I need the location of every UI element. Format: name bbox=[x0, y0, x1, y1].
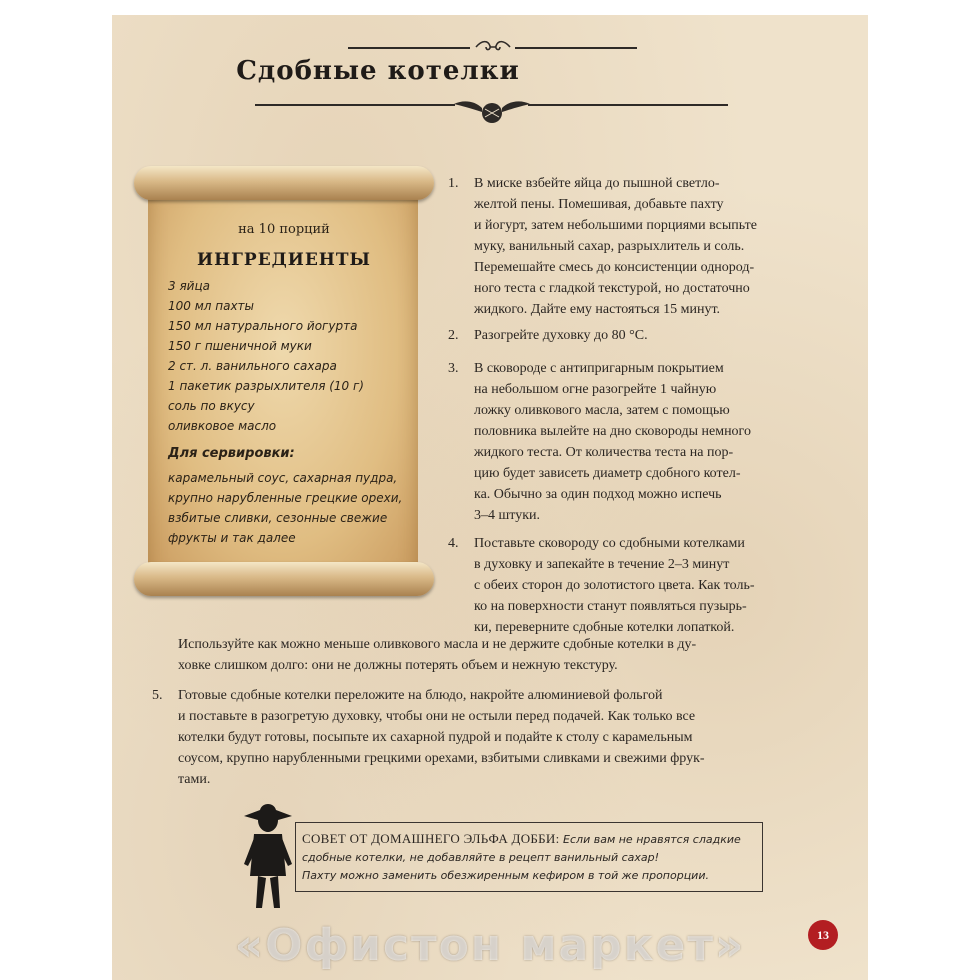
ingredient-item: 2 ст. л. ванильного сахара bbox=[168, 359, 337, 373]
step-line: котелки будут готовы, посыпьте их сахарной пудрой и подайте к столу с карамельным bbox=[178, 730, 693, 745]
scroll-top-roll bbox=[134, 166, 434, 200]
step-line: В миске взбейте яйца до пышной светло- bbox=[474, 176, 720, 191]
step-line: в духовку и запекайте в течение 2–3 минут bbox=[474, 557, 730, 572]
scroll-bottom-roll bbox=[134, 562, 434, 596]
watermark: «Офистон маркет» bbox=[234, 920, 746, 971]
step-text bbox=[474, 325, 648, 346]
top-rule-left bbox=[348, 47, 470, 49]
tip-label: СОВЕТ ОТ ДОМАШНЕГО ЭЛЬФА ДОББИ: bbox=[302, 831, 560, 846]
tip-line-3: Пахту можно заменить обезжиренным кефиром в той же пропорции. bbox=[302, 869, 709, 882]
title-rule-right bbox=[528, 104, 728, 106]
serving-heading: Для сервировки: bbox=[168, 446, 295, 461]
step-line: ховке слишком долго: они не должны потерять объем и нежную текстуру. bbox=[178, 658, 618, 673]
ingredient-item: 150 мл натурального йогурта bbox=[168, 319, 358, 333]
step-number: 2. bbox=[448, 328, 459, 343]
step-line: на небольшом огне разогрейте 1 чайную bbox=[474, 382, 717, 397]
step-number: 3. bbox=[448, 361, 459, 376]
step-line: соусом, крупно нарубленными грецкими орехами, взбитыми сливками и свежими фрук- bbox=[178, 751, 705, 766]
step-line: ко на поверхности станут появляться пузырь- bbox=[474, 599, 747, 614]
step-text bbox=[474, 173, 757, 320]
step-line: Используйте как можно меньше оливкового масла и не держите сдобные котелки в ду- bbox=[178, 637, 697, 652]
step-line: Поставьте сковороду со сдобными котелками bbox=[474, 536, 745, 551]
step-line: тами. bbox=[178, 772, 211, 787]
ingredient-item: 100 мл пахты bbox=[168, 299, 255, 313]
step-line: ка. Обычно за один подход можно испечь bbox=[474, 487, 722, 502]
portions-label: на 10 порций bbox=[238, 222, 330, 237]
step-line: Разогрейте духовку до 80 °C. bbox=[474, 328, 648, 343]
step-line: жидкого. Дайте ему настояться 15 минут. bbox=[474, 302, 721, 317]
ingredient-item: 150 г пшеничной муки bbox=[168, 339, 312, 353]
step-line: ки, переверните сдобные котелки лопаткой. bbox=[474, 620, 735, 635]
step-line: муку, ванильный сахар, разрыхлитель и соль. bbox=[474, 239, 745, 254]
step-text bbox=[474, 358, 751, 526]
page-title: Сдобные котелки bbox=[236, 56, 520, 86]
step-line: Готовые сдобные котелки переложите на блюдо, накройте алюминиевой фольгой bbox=[178, 688, 663, 703]
ingredient-item: оливковое масло bbox=[168, 419, 277, 433]
step-line: Перемешайте смесь до консистенции однород- bbox=[474, 260, 755, 275]
serving-line: карамельный соус, сахарная пудра, bbox=[168, 471, 398, 485]
golden-snitch-icon bbox=[452, 94, 532, 128]
step-line: 3–4 штуки. bbox=[474, 508, 541, 523]
serving-text bbox=[168, 468, 408, 548]
step-line: В сковороде с антипригарным покрытием bbox=[474, 361, 724, 376]
step-line: с обеих сторон до золотистого цвета. Как толь- bbox=[474, 578, 755, 593]
ingredient-item: 1 пакетик разрыхлителя (10 г) bbox=[168, 379, 364, 393]
step-line: желтой пены. Помешивая, добавьте пахту bbox=[474, 197, 724, 212]
step-number: 1. bbox=[448, 176, 459, 191]
step-line: ного теста с гладкой текстурой, но достаточно bbox=[474, 281, 750, 296]
step-line: и йогурт, затем небольшими порциями всыпьте bbox=[474, 218, 757, 233]
serving-line: взбитые сливки, сезонные свежие bbox=[168, 511, 388, 525]
tip-body: Если вам не нравятся сладкие bbox=[563, 833, 741, 846]
top-rule-right bbox=[515, 47, 637, 49]
step-text-wide bbox=[178, 634, 696, 676]
tip-line-2: сдобные котелки, не добавляйте в рецепт ванильный сахар! bbox=[302, 851, 660, 864]
tip-text bbox=[302, 830, 762, 885]
dobby-silhouette-icon bbox=[240, 798, 296, 914]
title-rule-left bbox=[255, 104, 455, 106]
step-line: и поставьте в разогретую духовку, чтобы они не остыли перед подачей. Как только все bbox=[178, 709, 696, 724]
step-line: цию будет зависеть диаметр сдобного котел- bbox=[474, 466, 741, 481]
step-text bbox=[178, 685, 705, 790]
serving-line: крупно нарубленные грецкие орехи, bbox=[168, 491, 403, 505]
step-line: жидкого теста. От количества теста на пор- bbox=[474, 445, 734, 460]
tip-line-1 bbox=[302, 830, 762, 849]
step-number: 5. bbox=[152, 688, 163, 703]
flourish-icon bbox=[474, 38, 512, 56]
ingredient-item: соль по вкусу bbox=[168, 399, 255, 413]
step-text bbox=[474, 533, 755, 638]
ingredients-heading: ИНГРЕДИЕНТЫ bbox=[197, 250, 371, 270]
step-line: ложку оливкового масла, затем с помощью bbox=[474, 403, 730, 418]
step-line: половника вылейте на дно сковороды немного bbox=[474, 424, 751, 439]
step-number: 4. bbox=[448, 536, 459, 551]
serving-line: фрукты и так далее bbox=[168, 531, 296, 545]
page-number-badge: 13 bbox=[808, 920, 838, 950]
ingredient-item: 3 яйца bbox=[168, 279, 210, 293]
